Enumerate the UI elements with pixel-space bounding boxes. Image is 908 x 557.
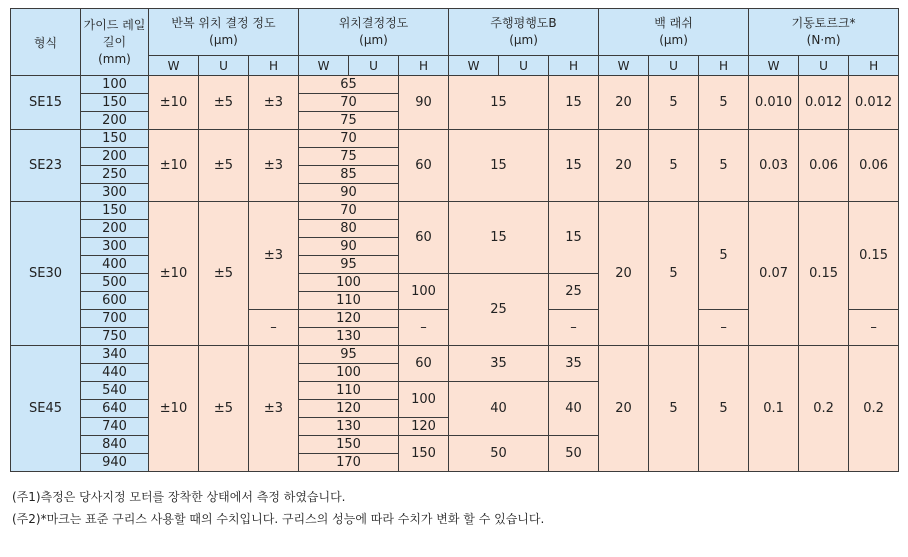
positioning-accuracy-wu-cell: 170	[299, 454, 399, 472]
backlash-w-cell: 20	[599, 130, 649, 202]
running-parallelism-h-cell: 35	[549, 346, 599, 382]
rail-length-header-line: 가이드 레일	[83, 17, 146, 32]
model-cell: SE45	[11, 346, 81, 472]
positioning-accuracy-wu-cell: 65	[299, 76, 399, 94]
positioning-accuracy-wu-cell: 75	[299, 112, 399, 130]
positioning-accuracy-wu-cell: 70	[299, 130, 399, 148]
header-row-groups	[11, 9, 899, 56]
model-cell: SE23	[11, 130, 81, 202]
positioning-accuracy-wu-cell: 110	[299, 292, 399, 310]
positioning-accuracy-wu-cell: 150	[299, 436, 399, 454]
positioning-accuracy-wu-cell: 75	[299, 148, 399, 166]
sub-header-w: W	[749, 56, 799, 76]
rail-length-cell: 300	[81, 238, 149, 256]
positioning-accuracy-unit: (μm)	[359, 33, 388, 47]
model-cell: SE30	[11, 202, 81, 346]
model-header: 형식	[11, 9, 81, 76]
backlash-h-cell: –	[699, 310, 749, 346]
running-parallelism-h-cell: 25	[549, 274, 599, 310]
backlash-h-cell: 5	[699, 202, 749, 310]
running-parallelism-header	[449, 9, 599, 56]
footnotes	[12, 486, 892, 530]
sub-header-u: U	[649, 56, 699, 76]
positioning-accuracy-h-cell: 60	[399, 346, 449, 382]
sub-header-u: U	[499, 56, 549, 76]
sub-header-h: H	[549, 56, 599, 76]
sub-header-h: H	[249, 56, 299, 76]
rail-length-cell: 200	[81, 220, 149, 238]
sub-header-h: H	[849, 56, 899, 76]
rail-length-cell: 500	[81, 274, 149, 292]
rail-length-cell: 200	[81, 112, 149, 130]
repeat-accuracy-h-cell: –	[249, 310, 299, 346]
running-parallelism-wu-cell: 40	[449, 382, 549, 436]
starting-torque-u-cell: 0.06	[799, 130, 849, 202]
positioning-accuracy-h-cell: 90	[399, 76, 449, 130]
running-parallelism-wu-cell: 25	[449, 274, 549, 346]
starting-torque-w-cell: 0.07	[749, 202, 799, 346]
rail-length-cell: 540	[81, 382, 149, 400]
sub-header-u: U	[199, 56, 249, 76]
starting-torque-h-cell: 0.2	[849, 346, 899, 472]
starting-torque-h-cell: 0.15	[849, 202, 899, 310]
positioning-accuracy-wu-cell: 70	[299, 94, 399, 112]
rail-length-cell: 440	[81, 364, 149, 382]
table-row	[11, 346, 899, 364]
backlash-w-cell: 20	[599, 346, 649, 472]
table-header	[11, 9, 899, 76]
table-row	[11, 76, 899, 94]
rail-length-cell: 340	[81, 346, 149, 364]
starting-torque-u-cell: 0.15	[799, 202, 849, 346]
backlash-h-cell: 5	[699, 76, 749, 130]
rail-length-cell: 300	[81, 184, 149, 202]
positioning-accuracy-wu-cell: 90	[299, 238, 399, 256]
starting-torque-unit: (N·m)	[806, 33, 841, 47]
repeat-accuracy-title: 반복 위치 결정 정도	[171, 16, 276, 30]
backlash-w-cell: 20	[599, 202, 649, 346]
repeat-accuracy-u-cell: ±5	[199, 346, 249, 472]
rail-length-cell: 700	[81, 310, 149, 328]
rail-length-cell: 640	[81, 400, 149, 418]
positioning-accuracy-wu-cell: 110	[299, 382, 399, 400]
rail-length-cell: 150	[81, 94, 149, 112]
positioning-accuracy-wu-cell: 80	[299, 220, 399, 238]
running-parallelism-h-cell: 15	[549, 202, 599, 274]
positioning-accuracy-wu-cell: 120	[299, 400, 399, 418]
repeat-accuracy-w-cell: ±10	[149, 130, 199, 202]
sub-header-w: W	[599, 56, 649, 76]
running-parallelism-wu-cell: 15	[449, 202, 549, 274]
rail-length-cell: 250	[81, 166, 149, 184]
positioning-accuracy-wu-cell: 85	[299, 166, 399, 184]
positioning-accuracy-header	[299, 9, 449, 56]
sub-header-u: U	[349, 56, 399, 76]
backlash-u-cell: 5	[649, 346, 699, 472]
sub-header-h: H	[399, 56, 449, 76]
starting-torque-h-cell: 0.06	[849, 130, 899, 202]
backlash-h-cell: 5	[699, 130, 749, 202]
backlash-unit: (μm)	[659, 33, 688, 47]
rail-length-cell: 150	[81, 202, 149, 220]
backlash-u-cell: 5	[649, 202, 699, 346]
rail-length-header-line: 길이	[102, 34, 127, 49]
positioning-accuracy-wu-cell: 130	[299, 418, 399, 436]
repeat-accuracy-h-cell: ±3	[249, 202, 299, 310]
running-parallelism-wu-cell: 15	[449, 76, 549, 130]
positioning-accuracy-h-cell: 150	[399, 436, 449, 472]
rail-length-cell: 750	[81, 328, 149, 346]
starting-torque-header	[749, 9, 899, 56]
repeat-accuracy-unit: (μm)	[209, 33, 238, 47]
starting-torque-u-cell: 0.012	[799, 76, 849, 130]
rail-length-header	[81, 9, 149, 76]
positioning-accuracy-wu-cell: 120	[299, 310, 399, 328]
rail-length-cell: 100	[81, 76, 149, 94]
repeat-accuracy-u-cell: ±5	[199, 76, 249, 130]
backlash-h-cell: 5	[699, 346, 749, 472]
running-parallelism-wu-cell: 50	[449, 436, 549, 472]
running-parallelism-h-cell: 40	[549, 382, 599, 436]
starting-torque-w-cell: 0.010	[749, 76, 799, 130]
backlash-title: 백 래쉬	[654, 16, 693, 30]
running-parallelism-h-cell: 15	[549, 76, 599, 130]
backlash-w-cell: 20	[599, 76, 649, 130]
sub-header-h: H	[699, 56, 749, 76]
model-cell: SE15	[11, 76, 81, 130]
positioning-accuracy-h-cell: 60	[399, 130, 449, 202]
repeat-accuracy-w-cell: ±10	[149, 202, 199, 346]
positioning-accuracy-wu-cell: 70	[299, 202, 399, 220]
starting-torque-u-cell: 0.2	[799, 346, 849, 472]
backlash-u-cell: 5	[649, 130, 699, 202]
running-parallelism-wu-cell: 35	[449, 346, 549, 382]
positioning-accuracy-wu-cell: 90	[299, 184, 399, 202]
rail-length-cell: 740	[81, 418, 149, 436]
positioning-accuracy-h-cell: –	[399, 310, 449, 346]
rail-length-cell: 400	[81, 256, 149, 274]
running-parallelism-wu-cell: 15	[449, 130, 549, 202]
table-row	[11, 202, 899, 220]
repeat-accuracy-w-cell: ±10	[149, 76, 199, 130]
table-row	[11, 130, 899, 148]
sub-header-w: W	[299, 56, 349, 76]
positioning-accuracy-wu-cell: 100	[299, 274, 399, 292]
running-parallelism-unit: (μm)	[509, 33, 538, 47]
running-parallelism-h-cell: 15	[549, 130, 599, 202]
positioning-accuracy-h-cell: 60	[399, 202, 449, 274]
repeat-accuracy-h-cell: ±3	[249, 346, 299, 472]
starting-torque-title: 기동토르크*	[791, 16, 856, 30]
positioning-accuracy-h-cell: 100	[399, 382, 449, 418]
starting-torque-h-cell: 0.012	[849, 76, 899, 130]
starting-torque-w-cell: 0.03	[749, 130, 799, 202]
rail-length-header-unit: (mm)	[98, 51, 131, 66]
backlash-header	[599, 9, 749, 56]
repeat-accuracy-header	[149, 9, 299, 56]
positioning-accuracy-h-cell: 120	[399, 418, 449, 436]
repeat-accuracy-u-cell: ±5	[199, 130, 249, 202]
table-body	[11, 76, 899, 472]
repeat-accuracy-u-cell: ±5	[199, 202, 249, 346]
starting-torque-w-cell: 0.1	[749, 346, 799, 472]
positioning-accuracy-title: 위치결정정도	[338, 16, 409, 30]
sub-header-w: W	[149, 56, 199, 76]
rail-length-cell: 600	[81, 292, 149, 310]
positioning-accuracy-wu-cell: 95	[299, 346, 399, 364]
repeat-accuracy-h-cell: ±3	[249, 130, 299, 202]
repeat-accuracy-w-cell: ±10	[149, 346, 199, 472]
repeat-accuracy-h-cell: ±3	[249, 76, 299, 130]
sub-header-u: U	[799, 56, 849, 76]
footnote-2: (주2)*마크는 표준 구리스 사용할 때의 수치입니다. 구리스의 성능에 따라 수치가 변화 할 수 있습니다.	[12, 512, 545, 526]
sub-header-w: W	[449, 56, 499, 76]
backlash-u-cell: 5	[649, 76, 699, 130]
positioning-accuracy-wu-cell: 130	[299, 328, 399, 346]
running-parallelism-h-cell: 50	[549, 436, 599, 472]
positioning-accuracy-wu-cell: 100	[299, 364, 399, 382]
starting-torque-h-cell: –	[849, 310, 899, 346]
running-parallelism-title: 주행평행도B	[490, 16, 557, 30]
spec-table	[10, 8, 899, 472]
rail-length-cell: 150	[81, 130, 149, 148]
rail-length-cell: 200	[81, 148, 149, 166]
rail-length-cell: 940	[81, 454, 149, 472]
rail-length-cell: 840	[81, 436, 149, 454]
positioning-accuracy-h-cell: 100	[399, 274, 449, 310]
positioning-accuracy-wu-cell: 95	[299, 256, 399, 274]
footnote-1: (주1)측정은 당사지정 모터를 장착한 상태에서 측정 하였습니다.	[12, 490, 346, 504]
running-parallelism-h-cell: –	[549, 310, 599, 346]
